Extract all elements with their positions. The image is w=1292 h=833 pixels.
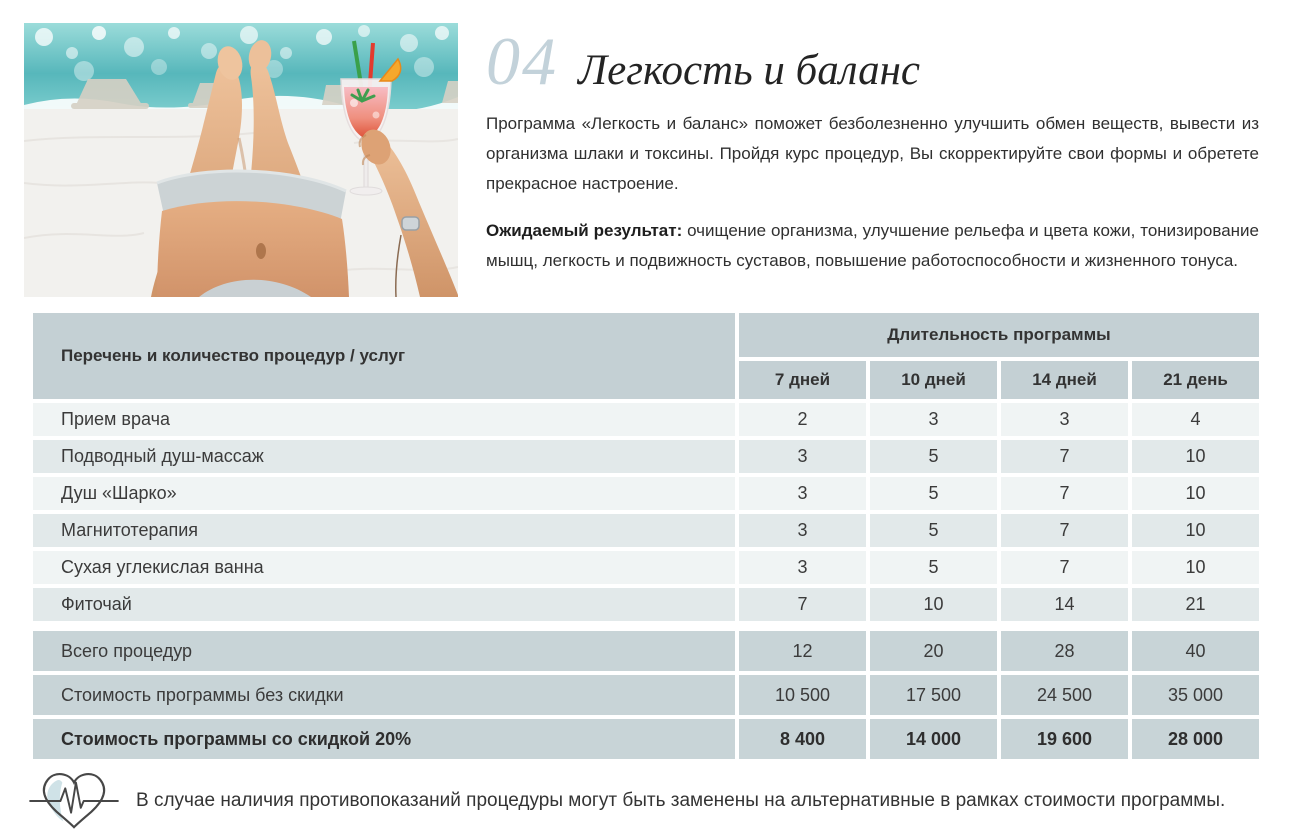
column-header-14-days: 14 дней	[1001, 361, 1128, 399]
table-cell: 10	[1132, 477, 1259, 510]
expected-result-label: Ожидаемый результат:	[486, 221, 683, 241]
table-header-duration: Длительность программы	[739, 313, 1259, 357]
summary-row-label: Всего процедур	[33, 631, 735, 671]
table-row-label: Сухая углекислая ванна	[33, 551, 735, 584]
column-header-10-days: 10 дней	[870, 361, 997, 399]
table-cell: 21	[1132, 588, 1259, 621]
summary-cell: 17 500	[870, 675, 997, 715]
summary-cell: 12	[739, 631, 866, 671]
summary-row-label-discount: Стоимость программы со скидкой 20%	[33, 719, 735, 759]
table-cell: 5	[870, 514, 997, 547]
beach-photo-illustration	[24, 23, 458, 297]
pricing-table	[33, 313, 1259, 759]
column-header-21-days: 21 день	[1132, 361, 1259, 399]
table-cell: 7	[739, 588, 866, 621]
table-header-services: Перечень и количество процедур / услуг	[33, 313, 735, 399]
summary-cell: 8 400	[739, 719, 866, 759]
summary-cell: 28 000	[1132, 719, 1259, 759]
table-cell: 3	[739, 551, 866, 584]
table-cell: 7	[1001, 551, 1128, 584]
table-row-label: Подводный душ-массаж	[33, 440, 735, 473]
summary-cell: 19 600	[1001, 719, 1128, 759]
table-cell: 3	[739, 440, 866, 473]
table-row-label: Душ «Шарко»	[33, 477, 735, 510]
summary-cell: 40	[1132, 631, 1259, 671]
table-cell: 14	[1001, 588, 1128, 621]
table-cell: 3	[739, 477, 866, 510]
intro-column	[486, 23, 1259, 276]
expected-result-text: очищение организма, улучшение рельефа и цвета кожи, тонизирование мышц, легкость и подвижность суставов, повышение работоспособности и жизненного тонуса.	[486, 221, 1259, 271]
beach-photo	[24, 23, 458, 297]
column-header-7-days: 7 дней	[739, 361, 866, 399]
summary-cell: 20	[870, 631, 997, 671]
table-cell: 5	[870, 440, 997, 473]
table-cell: 10	[1132, 514, 1259, 547]
program-number: 04	[486, 23, 558, 99]
table-cell: 10	[1132, 440, 1259, 473]
footnote	[26, 769, 1259, 833]
summary-cell: 14 000	[870, 719, 997, 759]
summary-cell: 24 500	[1001, 675, 1128, 715]
table-row-label: Прием врача	[33, 403, 735, 436]
table-cell: 7	[1001, 440, 1128, 473]
page-title: Легкость и баланс	[578, 47, 920, 94]
summary-cell: 10 500	[739, 675, 866, 715]
table-section-divider	[33, 625, 1259, 627]
table-cell: 5	[870, 551, 997, 584]
title-row	[486, 23, 1259, 99]
table-cell: 7	[1001, 477, 1128, 510]
table-cell: 3	[870, 403, 997, 436]
summary-row-label: Стоимость программы без скидки	[33, 675, 735, 715]
table-cell: 7	[1001, 514, 1128, 547]
summary-cell: 28	[1001, 631, 1128, 671]
table-cell: 10	[1132, 551, 1259, 584]
top-section	[24, 23, 1259, 297]
footnote-text: В случае наличия противопоказаний процедуры могут быть заменены на альтернативные в рамках стоимости программы.	[136, 789, 1226, 811]
table-row-label: Магнитотерапия	[33, 514, 735, 547]
heart-pulse-icon	[26, 769, 122, 833]
table-cell: 3	[739, 514, 866, 547]
table-row-label: Фиточай	[33, 588, 735, 621]
table-cell: 10	[870, 588, 997, 621]
expected-result-paragraph	[486, 216, 1259, 276]
intro-paragraph: Программа «Легкость и баланс» поможет безболезненно улучшить обмен веществ, вывести из организма шлаки и токсины. Пройдя курс процедур, Вы скорректируйте свои формы и обретете прекрасное настроение.	[486, 114, 1259, 194]
table-cell: 2	[739, 403, 866, 436]
table-cell: 4	[1132, 403, 1259, 436]
table-cell: 5	[870, 477, 997, 510]
table-cell: 3	[1001, 403, 1128, 436]
summary-cell: 35 000	[1132, 675, 1259, 715]
